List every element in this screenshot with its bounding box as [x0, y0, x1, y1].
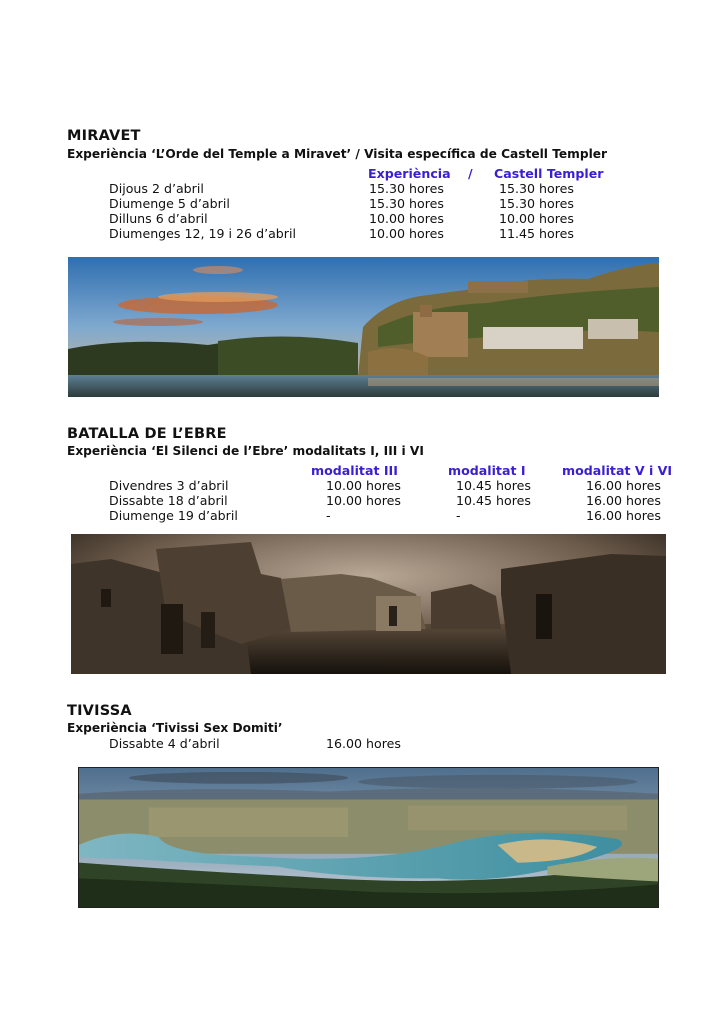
section-subtitle-miravet: Experiència ‘L’Orde del Temple a Miravet’ / Visita específica de Castell Templer [67, 147, 608, 161]
section-title-batalla-ebre: BATALLA DE L’EBRE [67, 426, 227, 442]
column-header-separator: / [468, 166, 473, 181]
schedule-date: Dissabte 4 d’abril [109, 736, 220, 751]
section-subtitle-tivissa: Experiència ‘Tivissi Sex Domiti’ [67, 721, 283, 735]
section-title-tivissa: TIVISSA [67, 703, 132, 719]
schedule-time: 16.00 hores [586, 478, 661, 493]
section-subtitle-batalla-ebre: Experiència ‘El Silenci de l’Ebre’ modalitats I, III i VI [67, 444, 424, 458]
miravet-castle-river-photo [68, 257, 659, 397]
ebro-river-meander-panorama-photo [78, 767, 659, 908]
schedule-time: 15.30 hores [499, 181, 574, 196]
section-title-miravet: MIRAVET [67, 128, 141, 144]
column-header-modalitat-iii: modalitat III [311, 463, 398, 478]
column-header-experiencia: Experiència [368, 166, 451, 181]
column-header-modalitat-i: modalitat I [448, 463, 526, 478]
schedule-time: 15.30 hores [369, 181, 444, 196]
schedule-time: 10.45 hores [456, 493, 531, 508]
schedule-time: - [456, 508, 461, 523]
column-header-castell-templer: Castell Templer [494, 166, 604, 181]
schedule-date: Divendres 3 d’abril [109, 478, 229, 493]
column-header-modalitat-v-vi: modalitat V i VI [562, 463, 673, 478]
schedule-time: 10.00 hores [369, 226, 444, 241]
schedule-date: Diumenges 12, 19 i 26 d’abril [109, 226, 296, 241]
schedule-time: - [326, 508, 331, 523]
schedule-time: 11.45 hores [499, 226, 574, 241]
schedule-date: Diumenge 19 d’abril [109, 508, 238, 523]
schedule-time: 10.00 hores [326, 493, 401, 508]
schedule-time: 16.00 hores [326, 736, 401, 751]
schedule-time: 10.00 hores [326, 478, 401, 493]
schedule-time: 16.00 hores [586, 493, 661, 508]
abandoned-village-ruins-photo [71, 534, 666, 674]
schedule-date: Dilluns 6 d’abril [109, 211, 208, 226]
schedule-time: 10.45 hores [456, 478, 531, 493]
schedule-time: 10.00 hores [369, 211, 444, 226]
schedule-time: 10.00 hores [499, 211, 574, 226]
schedule-time: 16.00 hores [586, 508, 661, 523]
schedule-time: 15.30 hores [499, 196, 574, 211]
schedule-date: Dissabte 18 d’abril [109, 493, 228, 508]
schedule-date: Dijous 2 d’abril [109, 181, 204, 196]
schedule-time: 15.30 hores [369, 196, 444, 211]
schedule-date: Diumenge 5 d’abril [109, 196, 230, 211]
